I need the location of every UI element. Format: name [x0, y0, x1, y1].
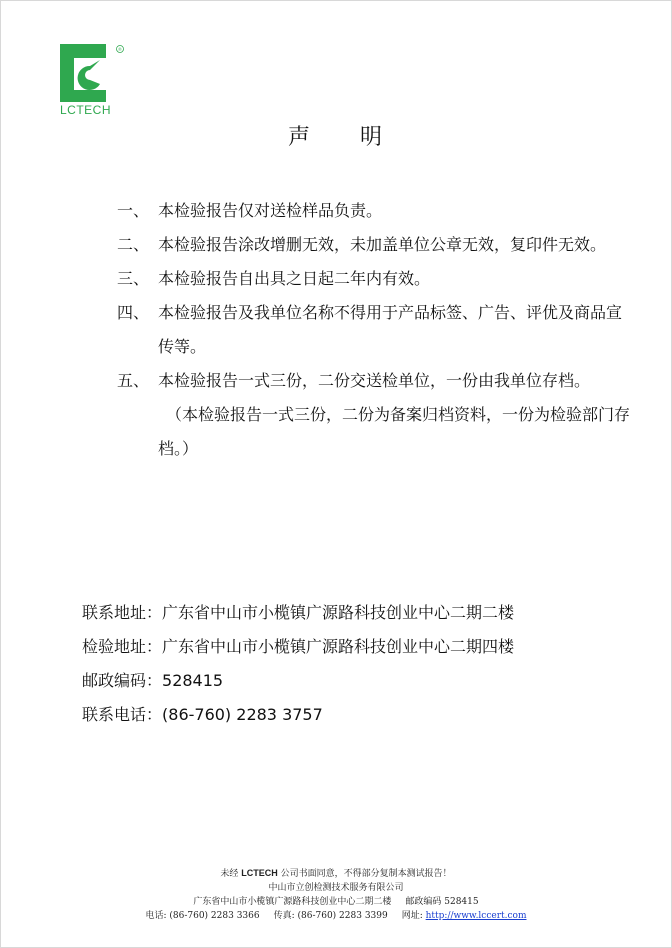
contact-address-row	[82, 596, 642, 630]
footer-contact-line	[0, 909, 672, 923]
statement-item	[117, 194, 637, 228]
title-char-1: 声	[287, 125, 312, 150]
footer-postcode: 邮政编码 528415	[405, 897, 479, 907]
statement-note: （本检验报告一式三份，二份为备案归档资料，一份为检验部门存档。）	[158, 405, 631, 458]
title-char-2: 明	[360, 125, 385, 150]
footer-phone: 电话: (86-760) 2283 3366	[145, 911, 260, 921]
statement-number: 四、	[117, 303, 150, 322]
contact-value: 广东省中山市小榄镇广源路科技创业中心二期四楼	[162, 637, 515, 656]
footer-copy-notice	[0, 866, 672, 881]
footer-website-link[interactable]: http://www.lccert.com	[425, 911, 527, 921]
statement-number: 三、	[117, 269, 150, 288]
statement-list	[117, 194, 637, 466]
postcode-row	[82, 664, 642, 698]
registered-mark: ®	[118, 47, 122, 52]
contact-label: 联系地址：	[82, 603, 163, 622]
statement-text: 本检验报告一式三份，二份交送检单位，一份由我单位存档。	[158, 371, 591, 390]
page-title	[0, 120, 672, 151]
contact-label: 联系电话：	[82, 705, 163, 724]
statement-text: 本检验报告自出具之日起二年内有效。	[158, 269, 431, 288]
statement-item	[117, 364, 637, 398]
statement-number: 二、	[117, 235, 150, 254]
statement-text: 本检验报告涂改增删无效，未加盖单位公章无效，复印件无效。	[158, 235, 607, 254]
contact-label: 检验地址：	[82, 637, 163, 656]
logo-inner-c	[78, 60, 100, 90]
contact-value: 528415	[162, 671, 224, 690]
page-footer	[0, 866, 672, 923]
statement-text: 本检验报告仅对送检样品负责。	[158, 201, 383, 220]
footer-notice-suffix: 公司书面同意，不得部分复制本测试报告！	[277, 869, 452, 879]
contact-value: (86-760) 2283 3757	[162, 705, 323, 724]
statement-number: 五、	[117, 371, 150, 390]
phone-row	[82, 698, 642, 732]
contact-block	[82, 596, 642, 732]
statement-item	[117, 228, 637, 262]
footer-company-name: 中山市立创检测技术服务有限公司	[268, 883, 404, 893]
statement-text: 本检验报告及我单位名称不得用于产品标签、广告、评优及商品宣传等。	[158, 303, 623, 356]
statement-item	[117, 296, 637, 364]
statement-item	[117, 262, 637, 296]
logo-brand-text: LCTECH	[60, 103, 112, 117]
footer-address: 广东省中山市小榄镇广源路科技创业中心二期二楼	[193, 897, 392, 907]
footer-website-label: 网址:	[401, 911, 426, 921]
footer-brand: LCTECH	[241, 868, 278, 878]
inspection-address-row	[82, 630, 642, 664]
contact-value: 广东省中山市小榄镇广源路科技创业中心二期二楼	[162, 603, 515, 622]
statement-number: 一、	[117, 201, 150, 220]
footer-address-line	[0, 895, 672, 909]
footer-notice-prefix: 未经	[220, 869, 242, 879]
contact-label: 邮政编码：	[82, 671, 163, 690]
footer-fax: 传真: (86-760) 2283 3399	[273, 911, 388, 921]
